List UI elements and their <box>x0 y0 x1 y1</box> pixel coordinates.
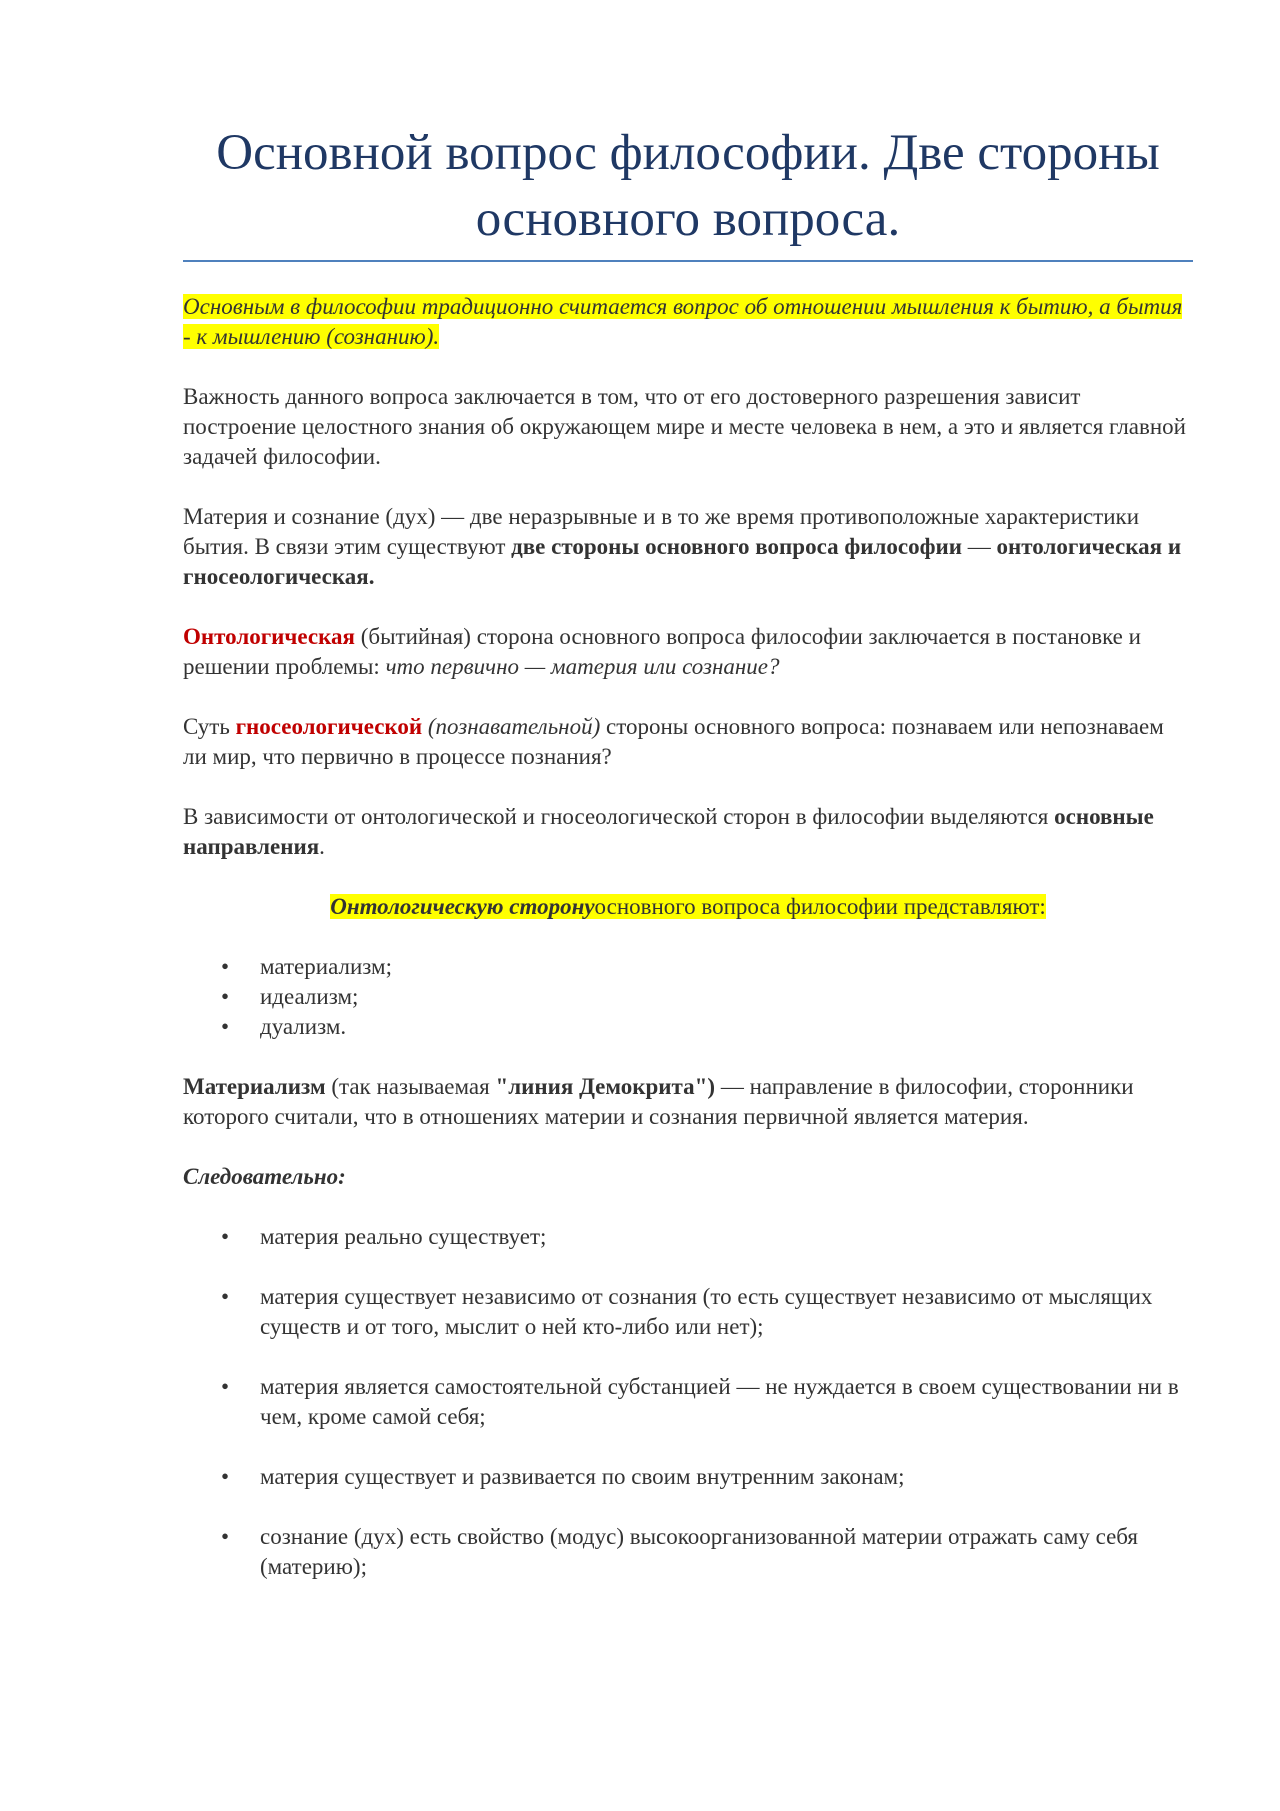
page-title: Основной вопрос философии. Две стороны основного вопроса. <box>216 125 1160 247</box>
directions-list <box>183 952 1193 1042</box>
bullet-icon: • <box>221 984 230 1009</box>
ontological-side-paragraph <box>183 892 1193 922</box>
intro-paragraph <box>183 292 1193 352</box>
ontological-side-bold: Онтологическую сторону <box>330 894 595 919</box>
bullet-icon: • <box>221 1284 230 1309</box>
list-item <box>183 1282 1193 1342</box>
list-item-text: идеализм; <box>260 984 359 1009</box>
matter-bold-sides: две стороны основного вопроса философии <box>511 534 963 559</box>
list-item-text: материализм; <box>260 954 392 979</box>
list-item <box>183 1522 1193 1582</box>
ontological-question: что первично — материя или сознание? <box>385 654 780 679</box>
gnoseological-term: гносеологической <box>235 714 423 739</box>
gnoseological-text: стороны основного вопроса: познаваем или непознаваем ли мир, что первично в процессе познания? <box>183 714 1164 769</box>
directions-bold: основные направления <box>183 804 1154 859</box>
directions-paragraph <box>183 802 1193 862</box>
bullet-icon: • <box>221 1524 230 1549</box>
list-item <box>183 1462 1193 1492</box>
list-item <box>183 982 1193 1012</box>
document-content <box>183 120 1193 1582</box>
bullet-icon: • <box>221 1374 230 1399</box>
list-item <box>183 1012 1193 1042</box>
ontological-paragraph <box>183 622 1193 682</box>
bullet-icon: • <box>221 1464 230 1489</box>
ontological-text: (бытийная) сторона основного вопроса философии заключается в постановке и решении проблемы: <box>183 624 1141 679</box>
directions-text: В зависимости от онтологической и гносеологической сторон в философии выделяются <box>183 804 1055 829</box>
bullet-icon: • <box>221 1014 230 1039</box>
matter-paragraph <box>183 502 1193 592</box>
list-item <box>183 1222 1193 1252</box>
title-underline <box>183 260 1193 262</box>
ontological-term: Онтологическая <box>183 624 355 649</box>
list-item-text: материя реально существует; <box>260 1224 547 1249</box>
matter-text: Материя и сознание (дух) — две неразрывные и в то же время противоположные характеристики бытия. В связи этим существуют <box>183 504 1140 559</box>
ontological-side-highlight <box>330 894 1046 919</box>
list-item-text: сознание (дух) есть свойство (модус) высокоорганизованной материи отражать саму себя (материю); <box>260 1524 1138 1579</box>
intro-highlight: Основным в философии традиционно считается вопрос об отношении мышления к бытию, а бытия - к мышлению (сознанию). <box>183 294 1183 349</box>
bullet-icon: • <box>221 1224 230 1249</box>
materialism-text1: (так называемая <box>325 1074 496 1099</box>
consequently-text: Следовательно: <box>183 1164 346 1189</box>
materialism-bold: "линия Демокрита") <box>495 1074 716 1099</box>
gnoseological-italic: (познавательной) <box>427 714 601 739</box>
list-item <box>183 1372 1193 1432</box>
materialism-term: Материализм <box>183 1074 326 1099</box>
list-item-text: материя существует независимо от сознания (то есть существует независимо от мыслящих существ и от того, мыслит о ней кто-либо или нет); <box>260 1284 1153 1339</box>
list-item-text: материя является самостоятельной субстанцией — не нуждается в своем существовании ни в чем, кроме самой себя; <box>260 1374 1179 1429</box>
importance-paragraph: Важность данного вопроса заключается в том, что от его достоверного разрешения зависит построение целостного знания об окружающем мире и месте человека в нем, а это и является главной задачей философии. <box>183 384 1186 469</box>
materialism-paragraph <box>183 1072 1193 1132</box>
directions-end: . <box>319 834 325 859</box>
gnoseological-paragraph <box>183 712 1193 772</box>
ontological-side-text: основного вопроса философии представляют: <box>594 894 1046 919</box>
matter-bold-types: онтологическая и гносеологическая. <box>183 534 1182 589</box>
consequences-list <box>183 1222 1193 1582</box>
gnoseological-prefix: Суть <box>183 714 236 739</box>
list-item-text: дуализм. <box>260 1014 347 1039</box>
list-item-text: материя существует и развивается по своим внутренним законам; <box>260 1464 905 1489</box>
matter-dash: — <box>962 534 997 559</box>
bullet-icon: • <box>221 954 230 979</box>
consequently-heading <box>183 1162 1193 1192</box>
list-item <box>183 952 1193 982</box>
materialism-text2: — направление в философии, сторонники которого считали, что в отношениях материи и сознания первичной является материя. <box>183 1074 1134 1129</box>
